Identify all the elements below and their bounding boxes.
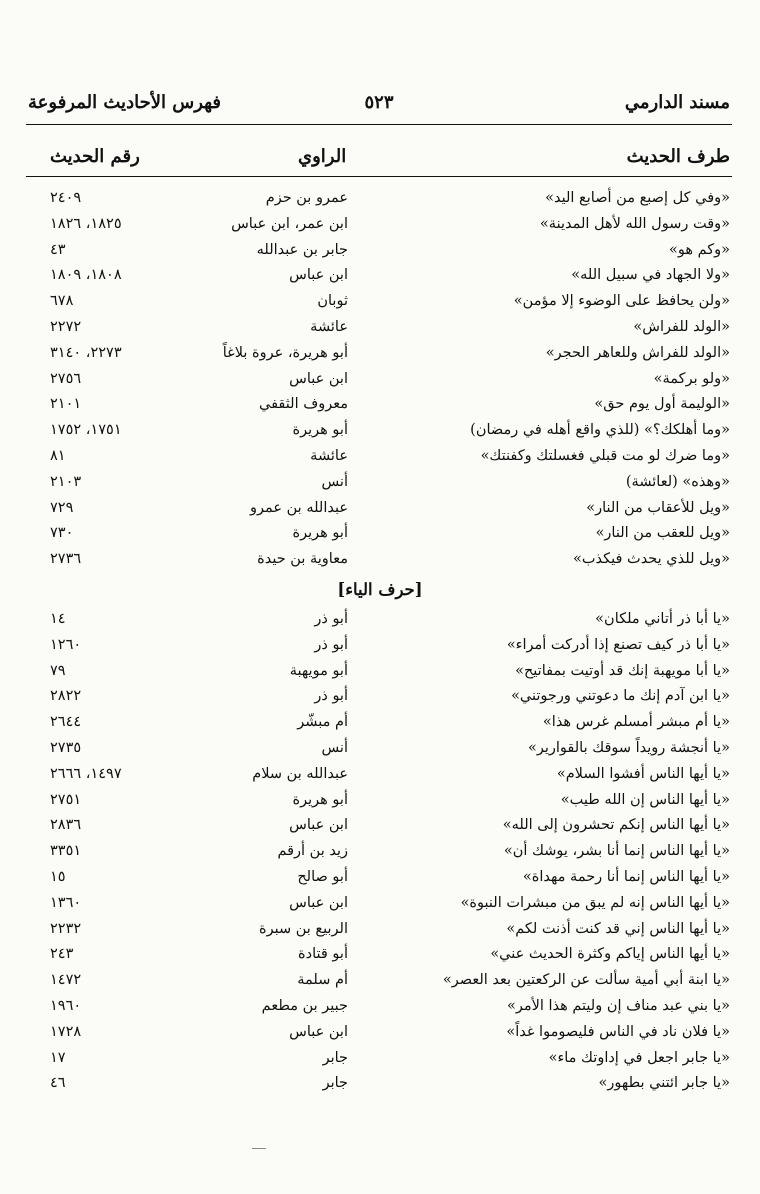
hadith-number: ١٨٠٨، ١٨٠٩ — [50, 267, 122, 284]
index-row — [28, 815, 730, 841]
hadith-text: «ويل للذي يحدث فيكذب» — [572, 551, 730, 568]
narrator-name: أبو ذر — [314, 636, 348, 653]
index-section-waw — [28, 188, 730, 575]
hadith-number: ٧٩ — [50, 662, 66, 679]
book-title: مسند الدارمي — [624, 92, 730, 113]
index-row — [28, 446, 730, 472]
narrator-name: أبو هريرة — [292, 525, 348, 542]
hadith-text: «يا أيها الناس إنه لم يبق من مبشرات النبوة» — [460, 894, 730, 911]
hadith-text: «وكم هو» — [668, 241, 730, 258]
index-row — [28, 944, 730, 970]
narrator-name: عبدالله بن سلام — [252, 765, 348, 782]
hadith-number: ١٧٥١، ١٧٥٢ — [50, 422, 122, 439]
narrator-name: أبو هريرة — [292, 422, 348, 439]
hadith-text: «يا أيها الناس أفشوا السلام» — [556, 765, 730, 782]
index-row — [28, 523, 730, 549]
hadith-text: «ويل للعقب من النار» — [595, 525, 730, 542]
hadith-number: ١٧٢٨ — [50, 1023, 82, 1040]
narrator-name: أبو قتادة — [298, 946, 348, 963]
hadith-number: ٧٢٩ — [50, 499, 74, 516]
hadith-number: ١٣٦٠ — [50, 894, 82, 911]
narrator-name: عمرو بن حزم — [265, 190, 348, 206]
index-row — [28, 764, 730, 790]
index-row — [28, 240, 730, 266]
hadith-number: ٤٦ — [50, 1075, 66, 1092]
hadith-text: «ولن يحافظ على الوضوء إلا مؤمن» — [513, 293, 730, 310]
index-row — [28, 738, 730, 764]
index-row — [28, 317, 730, 343]
column-header-number: رقم الحديث — [50, 146, 140, 167]
hadith-number: ٤٣ — [50, 241, 66, 258]
narrator-name: ابن عباس — [289, 267, 348, 284]
hadith-text: «يا أبا ذر كيف تصنع إذا أدركت أمراء» — [506, 636, 730, 653]
hadith-text: «يا أيها الناس إياكم وكثرة الحديث عني» — [490, 946, 730, 963]
index-row — [28, 867, 730, 893]
column-header-narrator: الراوي — [298, 146, 347, 167]
narrator-name: زيد بن أرقم — [277, 843, 348, 860]
narrator-name: عائشة — [310, 447, 348, 464]
hadith-text: «ويل للأعقاب من النار» — [586, 499, 730, 516]
index-row — [28, 686, 730, 712]
hadith-text: «يا جابر ائتني بطهور» — [598, 1075, 730, 1092]
header-rule — [26, 124, 732, 125]
hadith-text: «يا أيها الناس إنكم تحشرون إلى الله» — [502, 817, 730, 834]
column-header-hadith: طرف الحديث — [626, 146, 730, 167]
narrator-name: أنس — [321, 739, 348, 756]
index-row — [28, 609, 730, 635]
index-row — [28, 970, 730, 996]
index-row — [28, 188, 730, 214]
narrator-name: معاوية بن حيدة — [257, 551, 348, 568]
narrator-name: أم مبشّر — [297, 714, 348, 731]
index-row — [28, 661, 730, 687]
narrator-name: جابر — [322, 1049, 348, 1066]
running-head — [28, 92, 730, 116]
hadith-text: «يا ابنة أبي أمية سألت عن الركعتين بعد العصر» — [442, 972, 730, 989]
hadith-number: ٢١٠٣ — [50, 473, 82, 490]
index-row — [28, 893, 730, 919]
hadith-number: ٢١٠١ — [50, 396, 82, 413]
hadith-text: «وقت رسول الله لأهل المدينة» — [539, 215, 730, 232]
hadith-number: ١٨٢٥، ١٨٢٦ — [50, 215, 122, 232]
narrator-name: عائشة — [310, 318, 348, 335]
index-row — [28, 472, 730, 498]
hadith-number: ٢٢٧٣، ٣١٤٠ — [50, 344, 122, 361]
hadith-text: «يا أيها الناس إنما أنا رحمة مهداة» — [522, 868, 730, 885]
index-row — [28, 712, 730, 738]
index-row — [28, 841, 730, 867]
hadith-number: ٢٨٣٦ — [50, 817, 82, 834]
hadith-text: «وهذه» (لعائشة) — [625, 473, 730, 490]
hadith-number: ٢٤٠٩ — [50, 190, 82, 206]
column-header-rule — [26, 176, 732, 177]
section-heading-ya: [حرف الياء] — [337, 580, 423, 599]
hadith-text: «الولد للفراش وللعاهر الحجر» — [545, 344, 730, 361]
index-row — [28, 291, 730, 317]
index-row — [28, 265, 730, 291]
hadith-number: ١٤٧٢ — [50, 972, 82, 989]
hadith-number: ٢٧٥٦ — [50, 370, 82, 387]
hadith-number: ٢٧٣٥ — [50, 739, 82, 756]
index-row — [28, 420, 730, 446]
index-row — [28, 1022, 730, 1048]
narrator-name: جابر — [322, 1075, 348, 1092]
narrator-name: الربيع بن سبرة — [259, 920, 348, 937]
narrator-name: ابن عباس — [289, 1023, 348, 1040]
narrator-name: ابن عمر، ابن عباس — [231, 215, 348, 232]
narrator-name: ابن عباس — [289, 894, 348, 911]
index-section-ya — [28, 609, 730, 1099]
hadith-text: «يا بني عبد مناف إن وليتم هذا الأمر» — [506, 997, 730, 1014]
hadith-text: «يا جابر اجعل في إداوتك ماء» — [548, 1049, 730, 1066]
narrator-name: ثوبان — [317, 293, 348, 310]
index-row — [28, 369, 730, 395]
hadith-text: «ولا الجهاد في سبيل الله» — [571, 267, 730, 284]
hadith-text: «يا أم مبشر أمسلم غرس هذا» — [542, 714, 730, 731]
hadith-number: ١٤ — [50, 611, 66, 627]
folio-mark — [252, 1148, 266, 1149]
hadith-number: ٢٧٣٦ — [50, 551, 82, 568]
hadith-text: «الوليمة أول يوم حق» — [594, 396, 730, 413]
hadith-number: ٧٣٠ — [50, 525, 74, 542]
hadith-number: ٢٢٣٢ — [50, 920, 82, 937]
hadith-number: ١٧ — [50, 1049, 66, 1066]
hadith-text: «وما ضرك لو مت قبلي فغسلتك وكفنتك» — [480, 447, 730, 464]
hadith-number: ١٥ — [50, 868, 66, 885]
narrator-name: ابن عباس — [289, 370, 348, 387]
hadith-text: «يا أنجشة رويداً سوقك بالقوارير» — [527, 739, 730, 756]
hadith-number: ٦٧٨ — [50, 293, 74, 310]
narrator-name: أبو هريرة، عروة بلاغاً — [222, 344, 348, 361]
narrator-name: أبو ذر — [314, 688, 348, 705]
narrator-name: جابر بن عبدالله — [256, 241, 348, 258]
hadith-text: «وما أهلكك؟» (للذي واقع أهله في رمضان) — [470, 422, 730, 439]
index-row — [28, 790, 730, 816]
index-row — [28, 919, 730, 945]
hadith-text: «ولو بركمة» — [653, 370, 730, 387]
narrator-name: أبو صالح — [297, 868, 348, 885]
hadith-text: «وفي كل إصبع من أصابع اليد» — [545, 190, 730, 206]
index-row — [28, 549, 730, 575]
narrator-name: أم سلمة — [297, 972, 348, 989]
narrator-name: جبير بن مطعم — [261, 997, 348, 1014]
narrator-name: أبو ذر — [314, 611, 348, 627]
page-number: ٥٢٣ — [364, 92, 394, 113]
index-row — [28, 1048, 730, 1074]
column-headers — [28, 146, 730, 170]
hadith-text: «يا أيها الناس إن الله طيب» — [560, 791, 730, 808]
narrator-name: أبو هريرة — [292, 791, 348, 808]
hadith-text: «يا أبا ذر أتاني ملكان» — [595, 611, 730, 627]
index-row — [28, 214, 730, 240]
narrator-name: عبدالله بن عمرو — [250, 499, 348, 516]
hadith-number: ٨١ — [50, 447, 66, 464]
index-row — [28, 498, 730, 524]
index-row — [28, 635, 730, 661]
hadith-number: ٢٨٢٢ — [50, 688, 82, 705]
narrator-name: ابن عباس — [289, 817, 348, 834]
hadith-number: ٢٤٣ — [50, 946, 74, 963]
narrator-name: معروف الثقفي — [259, 396, 348, 413]
index-title: فهرس الأحاديث المرفوعة — [28, 92, 222, 113]
hadith-number: ١٤٩٧، ٢٦٦٦ — [50, 765, 122, 782]
hadith-number: ١٢٦٠ — [50, 636, 82, 653]
index-row — [28, 996, 730, 1022]
hadith-number: ٢٧٥١ — [50, 791, 82, 808]
index-row — [28, 343, 730, 369]
hadith-text: «الولد للفراش» — [633, 318, 730, 335]
hadith-text: «يا أيها الناس إني قد كنت أذنت لكم» — [506, 920, 730, 937]
hadith-number: ٢٢٧٢ — [50, 318, 82, 335]
hadith-number: ١٩٦٠ — [50, 997, 82, 1014]
hadith-text: «يا أيها الناس إنما أنا بشر، يوشك أن» — [503, 843, 730, 860]
narrator-name: أنس — [321, 473, 348, 490]
index-row — [28, 394, 730, 420]
index-row — [28, 1073, 730, 1099]
narrator-name: أبو مويهبة — [289, 662, 348, 679]
hadith-text: «يا أبا مويهبة إنك قد أوتيت بمفاتيح» — [515, 662, 730, 679]
hadith-text: «يا فلان ناد في الناس فليصوموا غداً» — [506, 1023, 730, 1040]
hadith-number: ٢٦٤٤ — [50, 714, 82, 731]
hadith-text: «يا ابن آدم إنك ما دعوتني ورجوتني» — [511, 688, 730, 705]
hadith-number: ٣٣٥١ — [50, 843, 82, 860]
